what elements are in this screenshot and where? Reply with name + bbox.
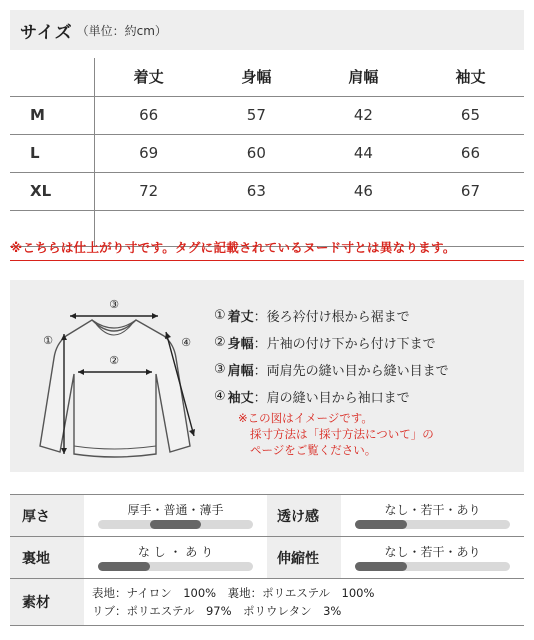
marker-sleeve: ④ <box>181 336 191 349</box>
table-cell: 72 <box>94 172 203 210</box>
material-composition: 表地：ナイロン 100% 裏地：ポリエステル 100% リブ：ポリエステル 97% ポリウレタン 3% <box>92 586 375 618</box>
properties-row <box>10 494 524 536</box>
marker-shoulder: ③ <box>109 298 119 311</box>
table-cell: 69 <box>94 134 203 172</box>
transparency-level-bar <box>355 520 407 529</box>
warning-underline <box>10 260 524 261</box>
table-cell: 46 <box>310 172 417 210</box>
image-note: ※この図はイメージです。 採寸方法は「採寸方法について」の ページをご覧ください。 <box>238 411 434 457</box>
legend-item: ① 着丈 ：後ろ衿付け根から裾まで <box>214 308 410 325</box>
thickness-level-bar <box>150 520 202 529</box>
table-cell: 44 <box>310 134 417 172</box>
column-header: 袖丈 <box>417 58 524 96</box>
lining-track <box>98 562 253 571</box>
table-cell: 67 <box>417 172 524 210</box>
table-row <box>10 96 524 134</box>
table-cell: 60 <box>203 134 310 172</box>
sweater-diagram <box>30 294 200 462</box>
column-header: 着丈 <box>94 58 203 96</box>
column-header: 肩幅 <box>310 58 417 96</box>
table-cell: 63 <box>203 172 310 210</box>
size-title: サイズ <box>20 22 73 43</box>
size-header <box>10 10 524 50</box>
size-label: L <box>10 134 94 172</box>
finish-size-warning: ※こちらは仕上がり寸です。タグに記載されているヌード寸とは異なります。 <box>10 240 456 255</box>
lining-scale: な し ・ あ り <box>84 537 267 578</box>
fabric-properties-table <box>10 494 524 626</box>
size-label: XL <box>10 172 94 210</box>
size-label: M <box>10 96 94 134</box>
size-table-corner <box>10 58 94 96</box>
size-table <box>10 58 524 247</box>
table-cell: 65 <box>417 96 524 134</box>
legend-item: ② 身幅 ：片袖の付け下から付け下まで <box>214 335 436 352</box>
column-header: 身幅 <box>203 58 310 96</box>
stretch-scale: なし・若干・あり <box>341 537 524 578</box>
table-row <box>10 134 524 172</box>
measurement-legend <box>214 302 449 410</box>
transparency-label: 透け感 <box>267 495 341 536</box>
table-cell: 42 <box>310 96 417 134</box>
table-cell: 66 <box>94 96 203 134</box>
properties-row <box>10 536 524 578</box>
table-cell: 66 <box>417 134 524 172</box>
stretch-label: 伸縮性 <box>267 537 341 578</box>
properties-row <box>10 578 524 626</box>
lining-label: 裏地 <box>10 537 84 578</box>
stretch-level-bar <box>355 562 407 571</box>
measurement-diagram-panel <box>10 280 524 472</box>
thickness-track <box>98 520 253 529</box>
lining-level-bar <box>98 562 150 571</box>
legend-item: ③ 肩幅 ：両肩先の縫い目から縫い目まで <box>214 362 449 379</box>
thickness-scale: 厚手・普通・薄手 <box>84 495 267 536</box>
stretch-track <box>355 562 510 571</box>
material-label: 素材 <box>10 579 84 625</box>
transparency-scale: なし・若干・あり <box>341 495 524 536</box>
transparency-track <box>355 520 510 529</box>
table-row <box>10 172 524 210</box>
sweater-outline <box>40 320 190 457</box>
marker-body-width: ② <box>109 354 119 367</box>
table-cell: 57 <box>203 96 310 134</box>
size-unit: （単位：約cm） <box>76 23 167 38</box>
legend-item: ④ 袖丈 ：肩の縫い目から袖口まで <box>214 389 410 406</box>
size-table-header-row <box>10 58 524 96</box>
thickness-label: 厚さ <box>10 495 84 536</box>
marker-length: ① <box>43 334 53 347</box>
